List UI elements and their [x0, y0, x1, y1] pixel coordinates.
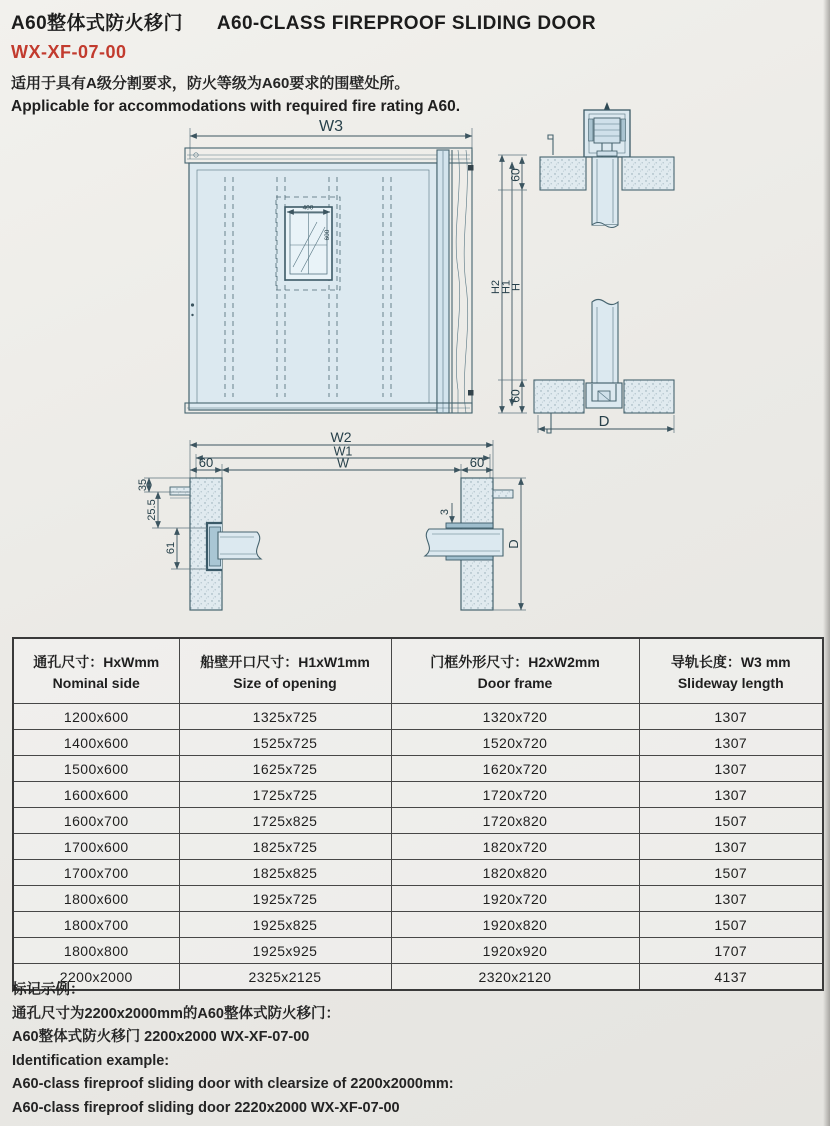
footer-line: 通孔尺寸为2200x2000mm的A60整体式防火移门： [12, 1005, 340, 1022]
description-zh: 适用于具有A级分割要求，防火等级为A60要求的围壁处所。 [11, 75, 410, 92]
table-cell: 1200x600 [13, 704, 179, 730]
table-row [13, 782, 823, 808]
table-row [13, 912, 823, 938]
col-header-en: Size of opening [233, 674, 337, 691]
col-header-size-of-opening [179, 638, 391, 704]
elevation-view [185, 118, 474, 413]
table-cell: 1720x720 [391, 782, 639, 808]
dim-label-61: 61 [165, 541, 177, 555]
table-cell: 1307 [639, 730, 823, 756]
table-cell: 1507 [639, 808, 823, 834]
table-cell: 1820x720 [391, 834, 639, 860]
page-title [11, 8, 811, 35]
spec-table-body [13, 704, 823, 991]
table-cell: 2200x2000 [13, 964, 179, 991]
footer-line: A60整体式防火移门 2200x2000 WX-XF-07-00 [12, 1029, 310, 1045]
dim-label-60-section-top: 60 [508, 168, 523, 182]
col-header-door-frame [391, 638, 639, 704]
dim-label-35: 35 [137, 478, 149, 492]
table-cell: 1925x925 [179, 938, 391, 964]
table-cell: 1625x725 [179, 756, 391, 782]
table-cell: 2325x2125 [179, 964, 391, 991]
table-cell: 1620x720 [391, 756, 639, 782]
table-row [13, 860, 823, 886]
table-cell: 1825x725 [179, 834, 391, 860]
footer-line: Identification example: [12, 1052, 170, 1069]
table-cell: 1307 [639, 756, 823, 782]
table-row [13, 730, 823, 756]
footer-line: 标记示例： [12, 982, 85, 998]
technical-drawing [0, 95, 830, 635]
identification-example [12, 981, 812, 1122]
table-cell: 1700x700 [13, 860, 179, 886]
col-header-zh: 门框外形尺寸：H2xW2mm [430, 653, 600, 670]
dim-label-60-plan-left: 60 [198, 455, 214, 470]
col-header-en: Door frame [477, 674, 553, 691]
table-cell: 1700x600 [13, 834, 179, 860]
title-zh: A60整体式防火移门 [11, 13, 183, 34]
table-cell: 1920x920 [391, 938, 639, 964]
col-header-en: Nominal side [52, 674, 140, 691]
dim-label-h2: H2 [490, 279, 502, 295]
col-header-zh: 导轨长度：W3 mm [670, 653, 791, 670]
dim-label-w3: W3 [319, 118, 343, 135]
table-cell: 1507 [639, 912, 823, 938]
table-cell: 1500x600 [13, 756, 179, 782]
footer-line: A60-class fireproof sliding door 2220x2000 WX-XF-07-00 [12, 1099, 400, 1116]
dim-label-w1: W1 [333, 444, 353, 459]
table-cell: 1720x820 [391, 808, 639, 834]
door-window [276, 197, 340, 290]
table-cell: 1520x720 [391, 730, 639, 756]
table-cell: 1507 [639, 860, 823, 886]
table-cell: 1725x825 [179, 808, 391, 834]
table-cell: 1925x725 [179, 886, 391, 912]
dim-label-d-section: D [598, 413, 610, 430]
dim-label-h: H [510, 283, 523, 291]
table-cell: 4137 [639, 964, 823, 991]
spec-table [12, 637, 824, 991]
table-cell: 1800x600 [13, 886, 179, 912]
table-cell: 1825x825 [179, 860, 391, 886]
table-cell: 1725x725 [179, 782, 391, 808]
table-cell: 1307 [639, 886, 823, 912]
dim-label-w: W [337, 456, 349, 471]
model-code: WX-XF-07-00 [11, 42, 127, 62]
dim-label-h1: H1 [500, 279, 513, 295]
table-cell: 1920x820 [391, 912, 639, 938]
table-cell: 1925x825 [179, 912, 391, 938]
table-cell: 1600x700 [13, 808, 179, 834]
dim-label-60-section-bottom: 60 [508, 389, 523, 403]
table-row [13, 938, 823, 964]
col-header-en: Slideway length [677, 674, 784, 691]
dim-label-d-plan: D [506, 539, 521, 549]
table-cell: 1920x720 [391, 886, 639, 912]
table-cell: 1600x600 [13, 782, 179, 808]
description-en: Applicable for accommodations with required fire rating A60. [11, 98, 461, 115]
table-row [13, 834, 823, 860]
footer-line: A60-class fireproof sliding door with clearsize of 2200x2000mm: [12, 1076, 454, 1092]
dim-label-3: 3 [439, 508, 451, 516]
col-header-zh: 通孔尺寸：HxWmm [33, 653, 160, 670]
table-cell: 2320x2120 [391, 964, 639, 991]
plan-section-view [137, 429, 526, 610]
table-row [13, 756, 823, 782]
dim-label-25-5: 25.5 [146, 499, 158, 521]
dim-label-w2: W2 [330, 429, 352, 445]
col-header-nominal-side [13, 638, 179, 704]
col-header-slideway-length [639, 638, 823, 704]
table-cell: 1325x725 [179, 704, 391, 730]
table-row [13, 704, 823, 730]
table-header-row [13, 638, 823, 704]
table-cell: 1707 [639, 938, 823, 964]
dim-label-window-width: 400 [302, 204, 314, 212]
vertical-section-view [534, 102, 674, 433]
table-cell: 1307 [639, 782, 823, 808]
dim-label-60-plan-right: 60 [469, 455, 485, 470]
table-row [13, 808, 823, 834]
table-cell: 1800x800 [13, 938, 179, 964]
col-header-zh: 船壁开口尺寸：H1xW1mm [200, 653, 370, 670]
table-cell: 1800x700 [13, 912, 179, 938]
height-dimensions [490, 155, 527, 413]
table-cell: 1307 [639, 834, 823, 860]
title-en: A60-CLASS FIREPROOF SLIDING DOOR [216, 13, 596, 34]
table-cell: 1320x720 [391, 704, 639, 730]
table-row [13, 886, 823, 912]
dim-label-window-height: 600 [324, 229, 331, 241]
table-cell: 1820x820 [391, 860, 639, 886]
table-cell: 1307 [639, 704, 823, 730]
table-cell: 1400x600 [13, 730, 179, 756]
table-cell: 1525x725 [179, 730, 391, 756]
